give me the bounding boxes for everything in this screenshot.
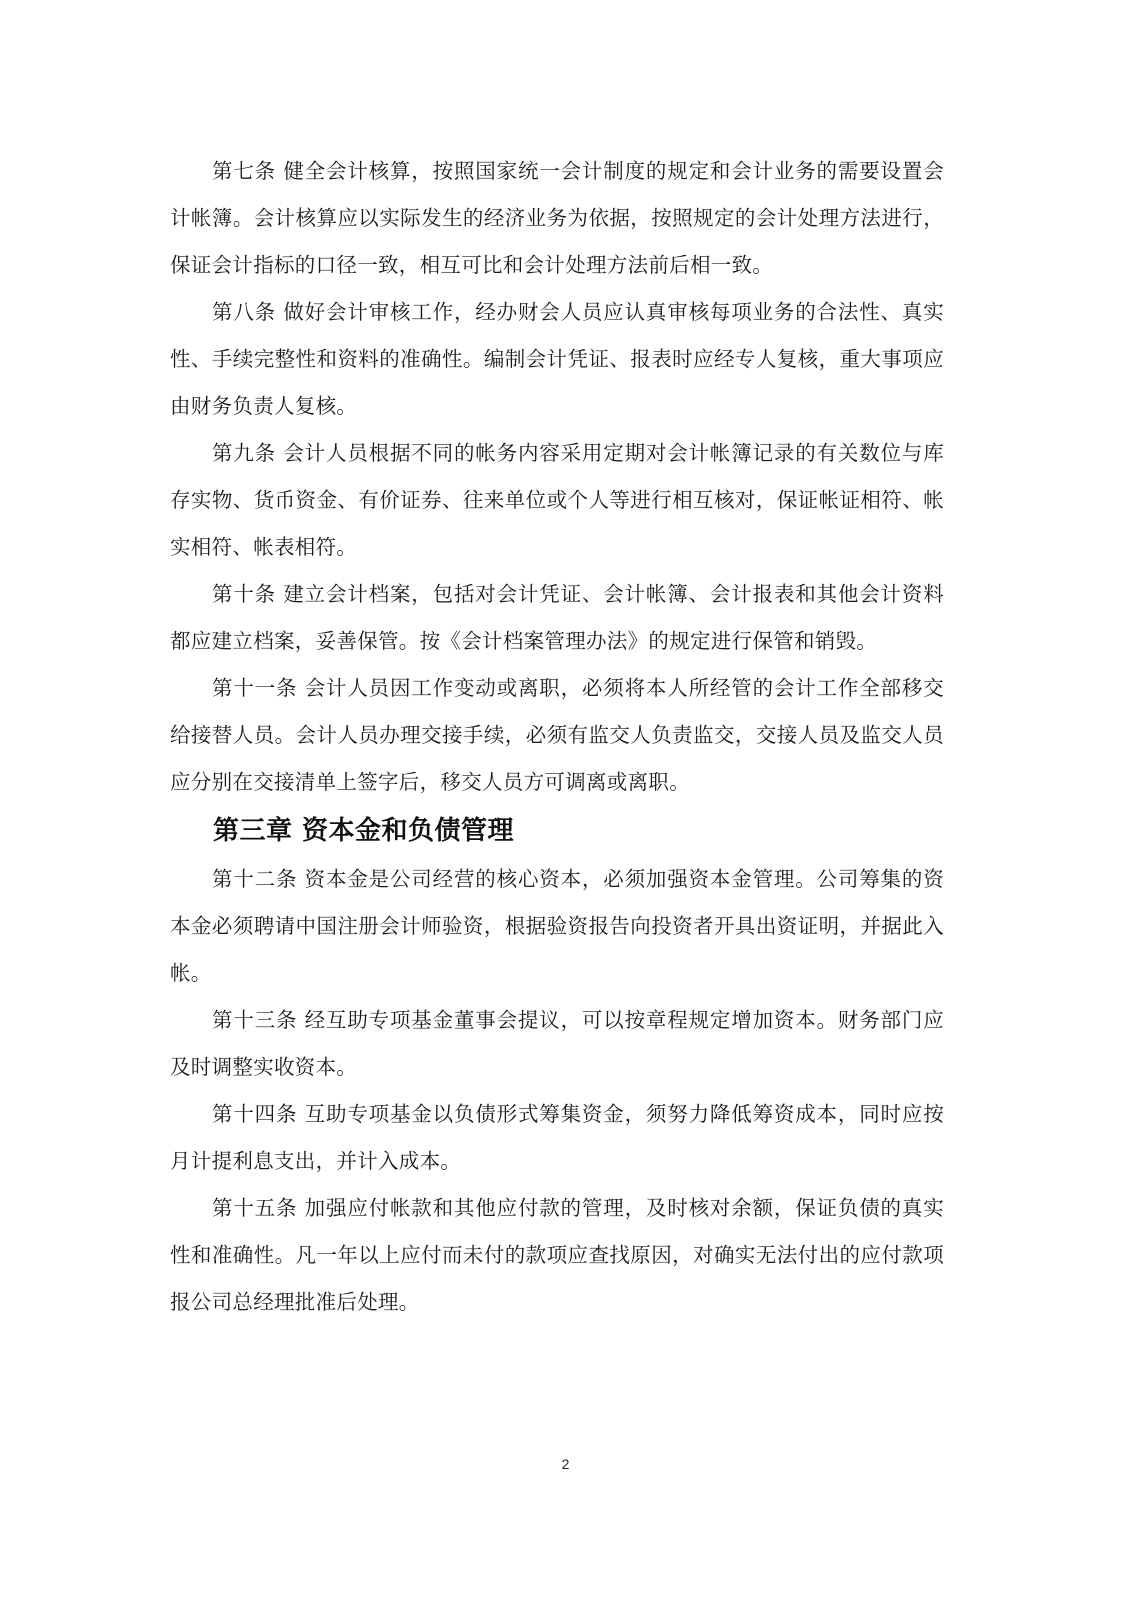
- article-14: 第十四条 互助专项基金以负债形式筹集资金，须努力降低筹资成本，同时应按月计提利息支出，并计入成本。: [170, 1102, 944, 1173]
- article-10: 第十条 建立会计档案，包括对会计凭证、会计帐簿、会计报表和其他会计资料都应建立档案，妥善保管。按《会计档案管理办法》的规定进行保管和销毁。: [170, 582, 944, 653]
- chapter-heading: 第三章 资本金和负债管理: [213, 816, 515, 846]
- article-8: 第八条 做好会计审核工作，经办财会人员应认真审核每项业务的合法性、真实性、手续完整性和资料的准确性。编制会计凭证、报表时应经专人复核，重大事项应由财务负责人复核。: [170, 300, 944, 418]
- article-7: 第七条 健全会计核算，按照国家统一会计制度的规定和会计业务的需要设置会计帐簿。会计核算应以实际发生的经济业务为依据，按照规定的会计处理方法进行，保证会计指标的口径一致，相互可比和会计处理方法前后相一致。: [170, 159, 944, 277]
- article-12: 第十二条 资本金是公司经营的核心资本，必须加强资本金管理。公司筹集的资本金必须聘请中国注册会计师验资，根据验资报告向投资者开具出资证明，并据此入帐。: [170, 867, 944, 985]
- article-11: 第十一条 会计人员因工作变动或离职，必须将本人所经管的会计工作全部移交给接替人员。会计人员办理交接手续，必须有监交人负责监交，交接人员及监交人员应分别在交接清单上签字后，移交人员方可调离或离职。: [170, 676, 944, 794]
- article-15: 第十五条 加强应付帐款和其他应付款的管理，及时核对余额，保证负债的真实性和准确性。凡一年以上应付而未付的款项应查找原因，对确实无法付出的应付款项报公司总经理批准后处理。: [170, 1196, 944, 1314]
- document-body: [170, 148, 944, 1326]
- article-9: 第九条 会计人员根据不同的帐务内容采用定期对会计帐簿记录的有关数位与库存实物、货币资金、有价证券、往来单位或个人等进行相互核对，保证帐证相符、帐实相符、帐表相符。: [170, 441, 944, 559]
- article-13: 第十三条 经互助专项基金董事会提议，可以按章程规定增加资本。财务部门应及时调整实收资本。: [170, 1008, 944, 1079]
- page-number: 2: [561, 1456, 570, 1472]
